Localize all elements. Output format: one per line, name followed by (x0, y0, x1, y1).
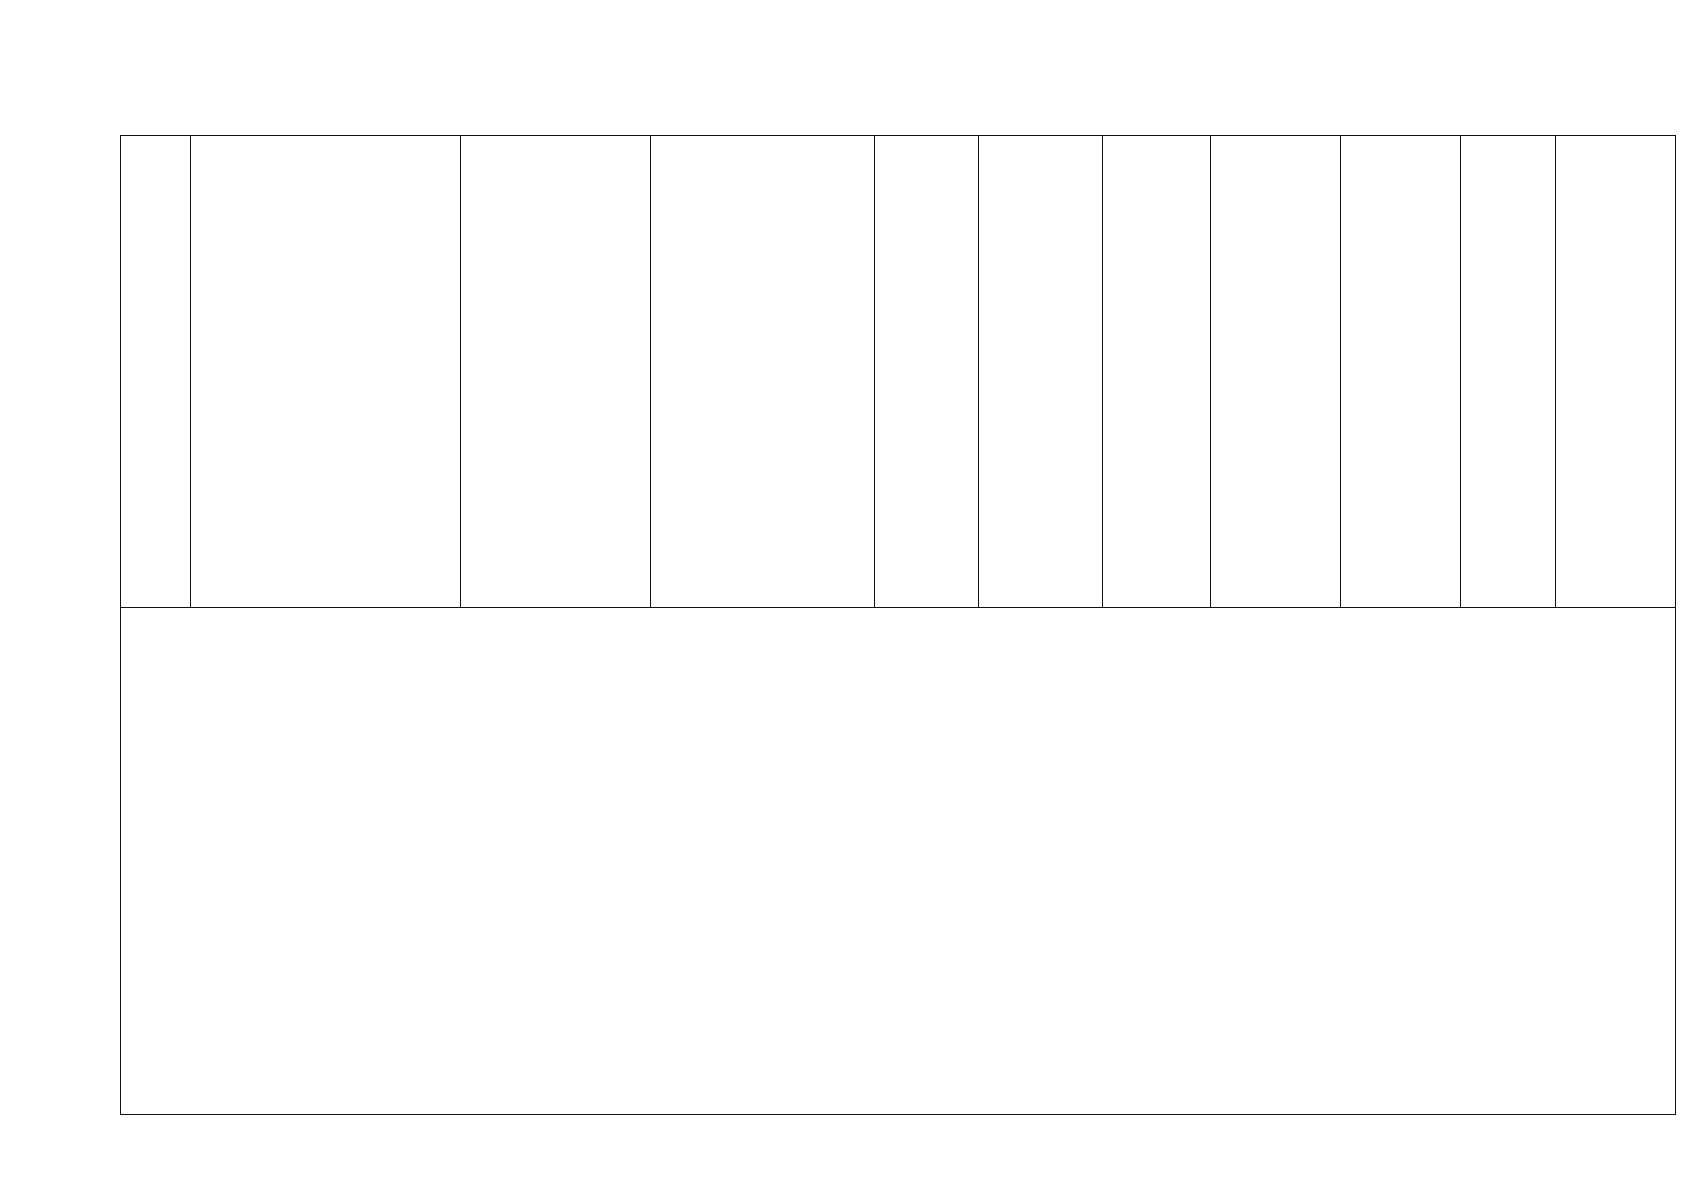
header-col-7 (1103, 136, 1211, 608)
header-col-1 (121, 136, 191, 608)
header-col-11 (1556, 136, 1676, 608)
header-row (121, 136, 1676, 608)
header-col-8 (1211, 136, 1341, 608)
header-col-10 (1461, 136, 1556, 608)
header-col-3 (461, 136, 651, 608)
section-title (121, 608, 1676, 1115)
header-col-6 (979, 136, 1103, 608)
section-row (121, 608, 1676, 1115)
header-col-2 (191, 136, 461, 608)
header-col-9 (1341, 136, 1461, 608)
header-col-4 (651, 136, 875, 608)
budget-table (120, 135, 1676, 1115)
header-col-5 (875, 136, 979, 608)
